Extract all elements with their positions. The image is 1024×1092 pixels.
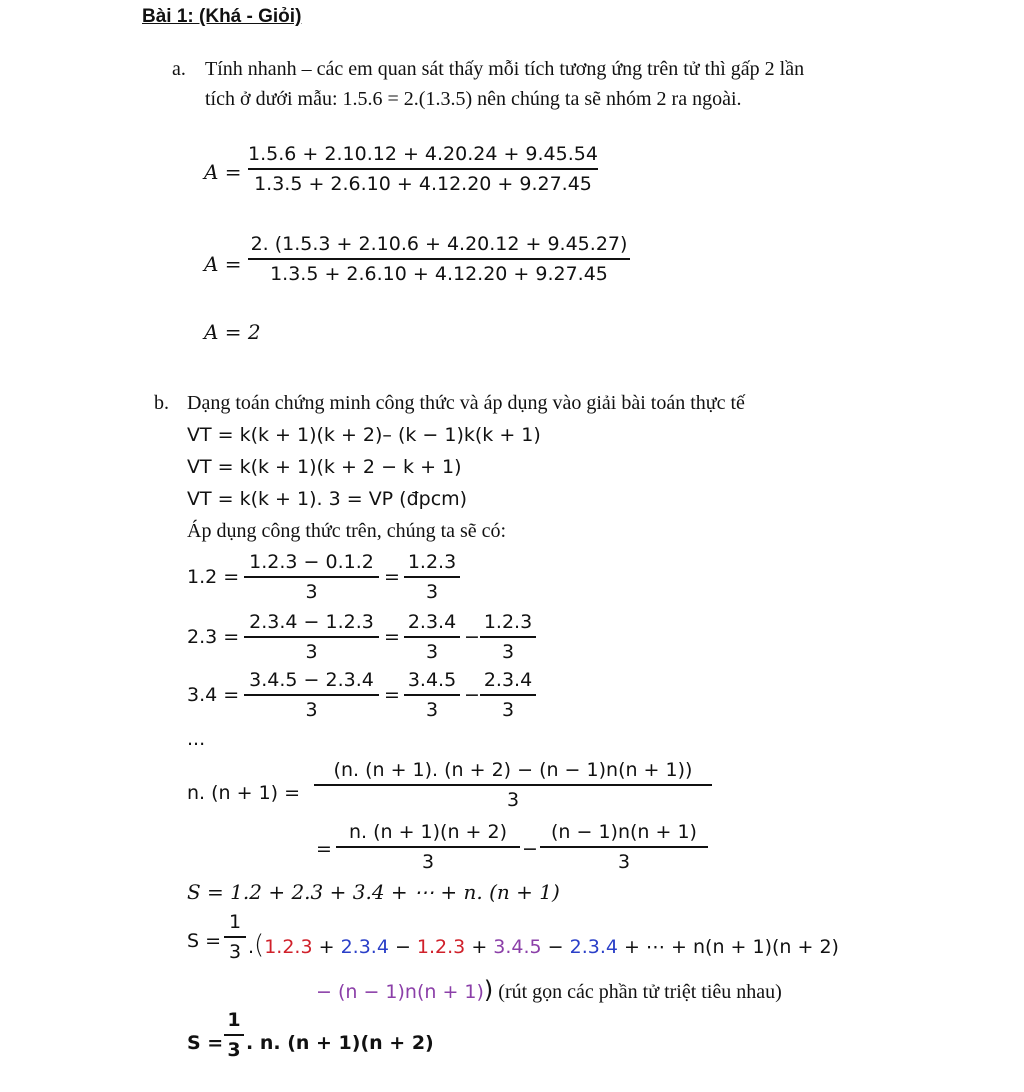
s2-tail: + ⋯ + n(n + 1)(n + 2) (618, 936, 839, 958)
fraction-bar (248, 168, 598, 170)
fraction-bar (248, 258, 630, 260)
s2-op-1: + (312, 936, 341, 958)
r1-lhs: 1.2 = (187, 566, 240, 588)
r2-f2-denominator: 3 (425, 641, 439, 663)
eq2-numerator: 2. (1.5.3 + 2.10.6 + 4.20.12 + 9.45.27) (250, 233, 628, 255)
fraction-bar (314, 784, 712, 786)
r1-denominator: 3 (305, 581, 318, 603)
r3-f2-numerator: 3.4.5 (407, 669, 457, 691)
fraction-bar (404, 694, 460, 696)
part-a-line1: Tính nhanh – các em quan sát thấy mỗi tích tương ứng trên tử thì gấp 2 lần (205, 58, 805, 80)
r2-f2-numerator: 2.3.4 (407, 611, 457, 633)
s4-denominator: 3 (227, 1039, 241, 1061)
fraction-bar (480, 636, 536, 638)
r3-minus: − (464, 684, 480, 706)
n2-fraction-2 (540, 820, 708, 874)
eq1-numerator: 1.5.6 + 2.10.12 + 4.20.24 + 9.45.54 (248, 143, 598, 165)
r2-fraction-2 (404, 610, 460, 664)
fraction-bar (404, 636, 460, 638)
fraction-bar (244, 636, 379, 638)
s2-dot: . (248, 936, 255, 958)
n2-f2-numerator: (n − 1)n(n + 1) (551, 821, 697, 843)
n2-f1-denominator: 3 (421, 851, 435, 873)
s2-term-3: 1.2.3 (416, 936, 466, 958)
n-fraction (314, 758, 712, 812)
n2-fraction-1 (336, 820, 520, 874)
s2-denominator: 3 (228, 941, 242, 963)
r2-eq: = (384, 626, 400, 648)
r3-fraction (244, 668, 379, 722)
eq1-fraction (248, 142, 598, 196)
r3-fraction-3 (480, 668, 536, 722)
s4-rest: . n. (n + 1)(n + 2) (246, 1032, 434, 1054)
s2-op-4: − (541, 936, 570, 958)
fraction-bar (224, 936, 246, 938)
eq1-lhs: A = (204, 160, 242, 184)
s2-term-2: 2.3.4 (340, 936, 389, 958)
r2-lhs: 2.3 = (187, 626, 240, 648)
r3-f3-denominator: 3 (501, 699, 515, 721)
eq2-fraction (248, 232, 630, 286)
fraction-bar (244, 576, 379, 578)
s2-open-paren: ( (254, 930, 265, 960)
part-b-label: b. (154, 392, 169, 414)
r2-denominator: 3 (305, 641, 318, 663)
r2-f3-numerator: 1.2.3 (483, 611, 533, 633)
fraction-bar (540, 846, 708, 848)
eq1-denominator: 1.3.5 + 2.6.10 + 4.12.20 + 9.27.45 (254, 173, 592, 195)
fraction-bar (404, 576, 460, 578)
r1-fraction (244, 550, 379, 604)
r1-numerator: 1.2.3 − 0.1.2 (249, 551, 374, 573)
r3-fraction-2 (404, 668, 460, 722)
eq2-denominator: 1.3.5 + 2.6.10 + 4.12.20 + 9.27.45 (270, 263, 608, 285)
s2-expression (248, 930, 839, 960)
vt-line-3: VT = k(k + 1). 3 = VP (đpcm) (187, 488, 468, 510)
fraction-bar (224, 1034, 244, 1036)
r3-numerator: 3.4.5 − 2.3.4 (249, 669, 374, 691)
s2-lhs: S = (187, 930, 222, 952)
s2-term-1: 1.2.3 (264, 936, 313, 958)
r2-fraction-3 (480, 610, 536, 664)
eq2-lhs: A = (204, 252, 242, 276)
s2-term-5: 2.3.4 (569, 936, 618, 958)
s2-fraction (224, 910, 246, 964)
r3-f2-denominator: 3 (425, 699, 439, 721)
r3-lhs: 3.4 = (187, 684, 240, 706)
eq3: A = 2 (204, 320, 261, 344)
fraction-bar (480, 694, 536, 696)
s3-close-paren: ) (483, 976, 494, 1004)
ellipsis: ... (187, 728, 206, 750)
r2-numerator: 2.3.4 − 1.2.3 (249, 611, 374, 633)
r1-f2-denominator: 3 (425, 581, 439, 603)
apply-text: Áp dụng công thức trên, chúng ta sẽ có: (187, 520, 507, 542)
n2-f1-numerator: n. (n + 1)(n + 2) (348, 821, 508, 843)
vt-line-2: VT = k(k + 1)(k + 2 − k + 1) (187, 456, 462, 478)
s-line-1: S = 1.2 + 2.3 + 3.4 + ⋯ + n. (n + 1) (187, 880, 560, 904)
n2-f2-denominator: 3 (617, 851, 631, 873)
part-a-label: a. (172, 58, 186, 80)
r1-fraction-2 (404, 550, 460, 604)
n-denominator: 3 (506, 789, 520, 811)
r2-minus: − (464, 626, 480, 648)
r1-f2-numerator: 1.2.3 (407, 551, 457, 573)
s3-dash: − (316, 981, 332, 1003)
s4-fraction (224, 1008, 244, 1062)
r1-eq: = (384, 566, 400, 588)
s4-numerator: 1 (227, 1009, 241, 1031)
part-b-intro: Dạng toán chứng minh công thức và áp dụng vào giải bài toán thực tế (187, 392, 745, 414)
page-title: Bài 1: (Khá - Giỏi) (142, 6, 302, 27)
r2-fraction (244, 610, 379, 664)
part-a-line2: tích ở dưới mẫu: 1.5.6 = 2.(1.3.5) nên chúng ta sẽ nhóm 2 ra ngoài. (205, 88, 742, 110)
s3-note: (rút gọn các phần tử triệt tiêu nhau) (493, 981, 782, 1003)
r2-f3-denominator: 3 (501, 641, 515, 663)
s2-op-2: − (388, 936, 417, 958)
n-lhs: n. (n + 1) = (187, 782, 301, 804)
fraction-bar (244, 694, 379, 696)
fraction-bar (336, 846, 520, 848)
vt-line-1: VT = k(k + 1)(k + 2)– (k − 1)k(k + 1) (187, 424, 541, 446)
s3-expression (316, 976, 782, 1004)
r3-f3-numerator: 2.3.4 (483, 669, 533, 691)
n2-eq: = (316, 838, 332, 860)
n2-minus: − (522, 838, 538, 860)
s2-op-3: + (465, 936, 494, 958)
s2-term-4: 3.4.5 (493, 936, 542, 958)
s3-term: (n − 1)n(n + 1) (331, 981, 484, 1003)
r3-denominator: 3 (305, 699, 318, 721)
s4-lhs: S = (187, 1032, 224, 1054)
r3-eq: = (384, 684, 400, 706)
s2-numerator: 1 (228, 911, 242, 933)
n-numerator: (n. (n + 1). (n + 2) − (n − 1)n(n + 1)) (333, 759, 693, 781)
